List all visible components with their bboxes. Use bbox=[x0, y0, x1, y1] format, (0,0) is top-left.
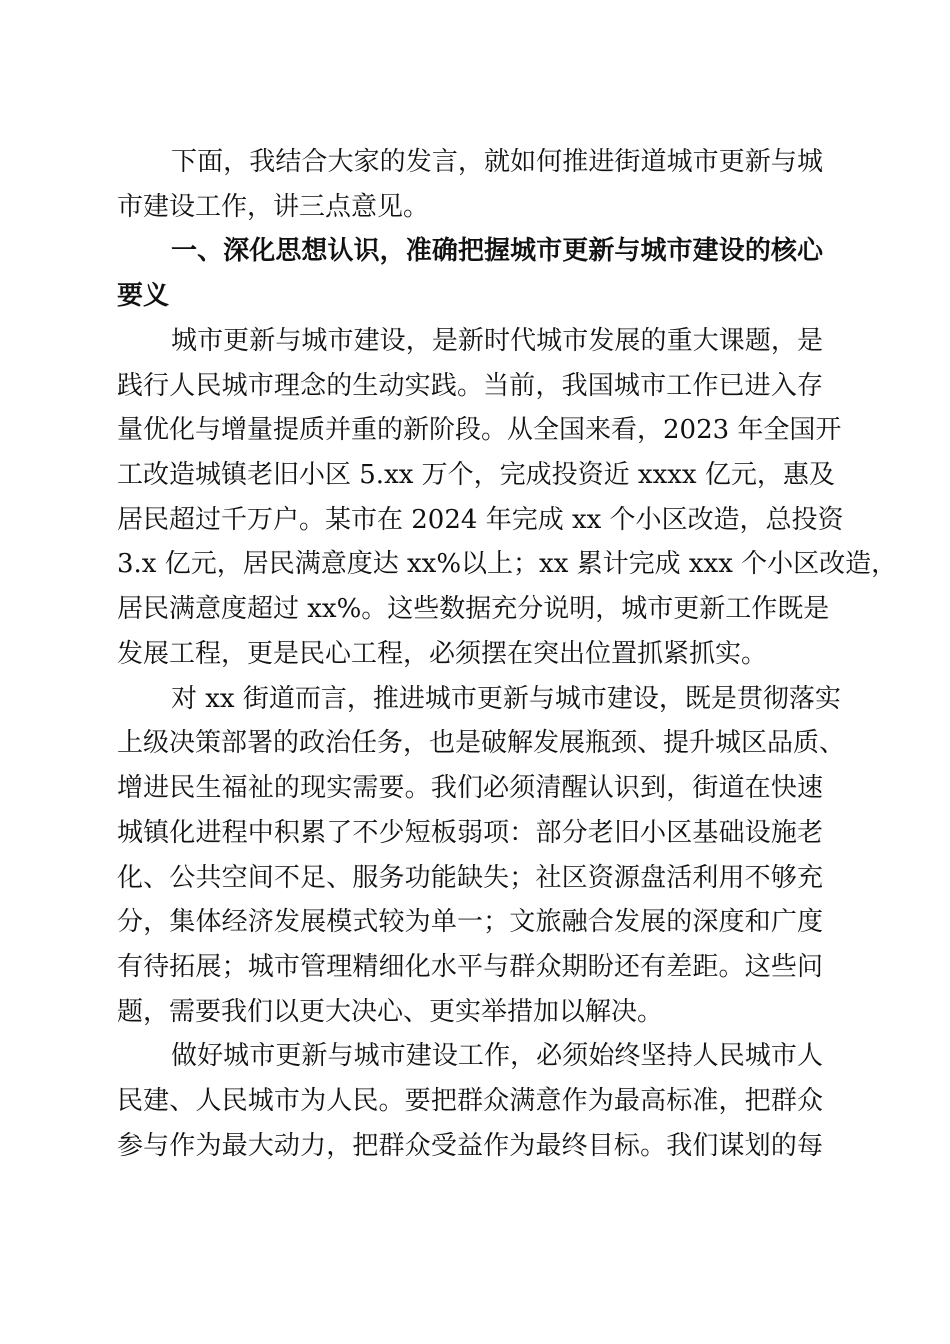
text-line: 化、公共空间不足、服务功能缺失；社区资源盘活利用不够充 bbox=[117, 862, 823, 893]
text-line: 上级决策部署的政治任务，也是破解发展瓶颈、提升城区品质、 bbox=[117, 728, 846, 759]
text-line: 工改造城镇老旧小区 5.xx 万个，完成投资近 xxxx 亿元，惠及 bbox=[117, 460, 835, 491]
section-heading bbox=[117, 229, 823, 318]
text-line: 量优化与增量提质并重的新阶段。从全国来看，2023 年全国开 bbox=[117, 415, 842, 446]
paragraph bbox=[117, 1034, 823, 1168]
text-line: 做好城市更新与城市建设工作，必须始终坚持人民城市人 bbox=[171, 1041, 823, 1072]
text-line: 要义 bbox=[117, 281, 170, 312]
text-line: 增进民生福祉的现实需要。我们必须清醒认识到，街道在快速 bbox=[117, 773, 823, 804]
text-line: 践行人民城市理念的生动实践。当前，我国城市工作已进入存 bbox=[117, 370, 823, 401]
text-line: 有待拓展；城市管理精细化水平与群众期盼还有差距。这些问 bbox=[117, 951, 823, 982]
text-line: 城镇化进程中积累了不少短板弱项：部分老旧小区基础设施老 bbox=[117, 817, 823, 848]
paragraph bbox=[117, 319, 898, 677]
text-line: 民建、人民城市为人民。要把群众满意作为最高标准，把群众 bbox=[117, 1086, 823, 1117]
paragraph bbox=[117, 677, 846, 1035]
text-line: 居民满意度超过 xx%。这些数据充分说明，城市更新工作既是 bbox=[117, 594, 830, 625]
document-page bbox=[117, 140, 898, 1169]
text-line: 城市更新与城市建设，是新时代城市发展的重大课题，是 bbox=[171, 325, 823, 356]
text-line: 题，需要我们以更大决心、更实举措加以解决。 bbox=[117, 996, 664, 1027]
paragraph bbox=[117, 140, 823, 229]
text-line: 居民超过千万户。某市在 2024 年完成 xx 个小区改造，总投资 bbox=[117, 504, 844, 535]
text-line: 对 xx 街道而言，推进城市更新与城市建设，既是贯彻落实 bbox=[171, 683, 841, 714]
text-line: 发展工程，更是民心工程，必须摆在突出位置抓紧抓实。 bbox=[117, 638, 768, 669]
text-line: 分，集体经济发展模式较为单一；文旅融合发展的深度和广度 bbox=[117, 907, 823, 938]
text-line: 市建设工作，讲三点意见。 bbox=[117, 191, 430, 222]
text-line: 3.x 亿元，居民满意度达 xx%以上；xx 累计完成 xxx 个小区改造， bbox=[117, 549, 898, 580]
text-line: 一、深化思想认识，准确把握城市更新与城市建设的核心 bbox=[171, 236, 823, 267]
text-line: 参与作为最大动力，把群众受益作为最终目标。我们谋划的每 bbox=[117, 1130, 823, 1161]
text-line: 下面，我结合大家的发言，就如何推进街道城市更新与城 bbox=[171, 147, 823, 177]
